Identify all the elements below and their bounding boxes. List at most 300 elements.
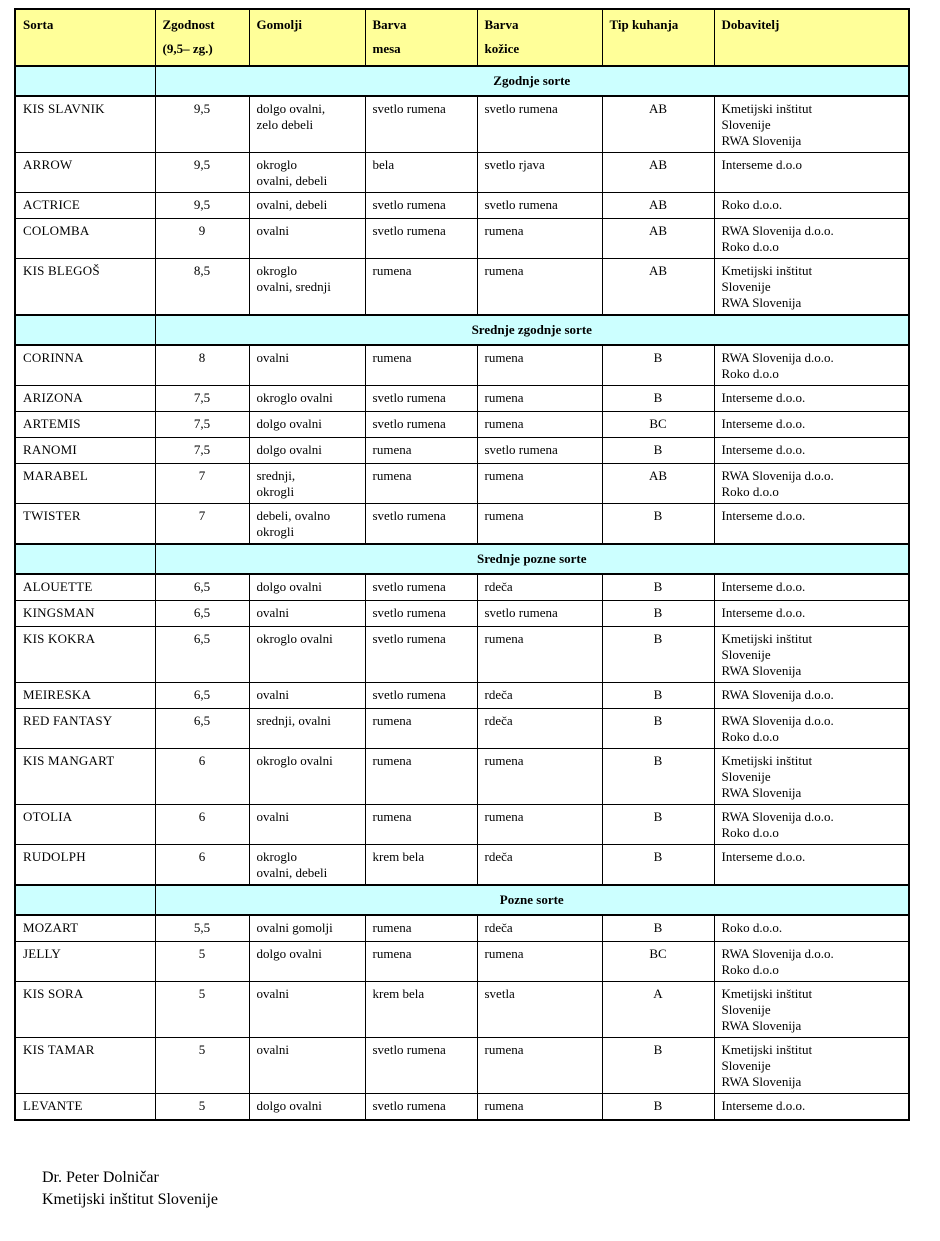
- dobavitelj-line: Interseme d.o.o.: [721, 1098, 806, 1113]
- cell-sorta: KIS SLAVNIK: [15, 96, 155, 153]
- section-title: Srednje pozne sorte: [476, 551, 587, 566]
- table-row: [15, 601, 909, 627]
- dobavitelj-line: RWA Slovenija: [721, 663, 802, 678]
- dobavitelj-line: Roko d.o.o: [721, 962, 779, 977]
- dobavitelj-line: Kmetijski inštitut: [721, 263, 813, 278]
- cell-dobavitelj: [714, 219, 909, 259]
- cell-zgodnost: 5: [155, 1094, 249, 1121]
- section-title: Pozne sorte: [499, 892, 564, 907]
- gomolji-line: ovalni: [256, 605, 289, 620]
- cell-gomolji: [249, 345, 365, 386]
- gomolji-line: ovalni: [256, 986, 289, 1001]
- dobavitelj-line: RWA Slovenija d.o.o.: [721, 687, 834, 702]
- cell-barva-mesa: svetlo rumena: [365, 96, 477, 153]
- cell-barva-kozice: rumena: [477, 627, 602, 683]
- column-header-line: Dobavitelj: [721, 17, 780, 32]
- gomolji-line: dolgo ovalni: [256, 579, 322, 594]
- dobavitelj-line: RWA Slovenija: [721, 295, 802, 310]
- section-row: [15, 66, 909, 96]
- dobavitelj-line: Roko d.o.o: [721, 366, 779, 381]
- column-header-line: Tip kuhanja: [609, 17, 679, 32]
- cell-dobavitelj: [714, 805, 909, 845]
- cell-barva-kozice: rumena: [477, 259, 602, 316]
- dobavitelj-line: Roko d.o.o.: [721, 920, 783, 935]
- cell-barva-mesa: svetlo rumena: [365, 601, 477, 627]
- cell-tip-kuhanja: B: [602, 1038, 714, 1094]
- table-row: [15, 345, 909, 386]
- cell-tip-kuhanja: AB: [602, 219, 714, 259]
- cell-gomolji: [249, 915, 365, 942]
- cell-zgodnost: 5: [155, 1038, 249, 1094]
- cell-sorta: COLOMBA: [15, 219, 155, 259]
- gomolji-line: ovalni, srednji: [256, 279, 331, 294]
- cell-tip-kuhanja: B: [602, 709, 714, 749]
- cell-gomolji: [249, 709, 365, 749]
- dobavitelj-line: RWA Slovenija d.o.o.: [721, 468, 834, 483]
- cell-zgodnost: 8: [155, 345, 249, 386]
- table-header-row: [15, 9, 909, 66]
- table-row: [15, 982, 909, 1038]
- dobavitelj-line: Slovenije: [721, 279, 771, 294]
- table-row: [15, 627, 909, 683]
- section-row: [15, 885, 909, 915]
- cell-zgodnost: 7,5: [155, 386, 249, 412]
- cell-tip-kuhanja: B: [602, 345, 714, 386]
- cell-dobavitelj: [714, 845, 909, 886]
- cell-barva-mesa: svetlo rumena: [365, 1038, 477, 1094]
- gomolji-line: ovalni: [256, 809, 289, 824]
- table-row: [15, 96, 909, 153]
- column-header-dobavitelj: [714, 9, 909, 66]
- cell-dobavitelj: [714, 709, 909, 749]
- cell-zgodnost: 6,5: [155, 574, 249, 601]
- gomolji-line: ovalni: [256, 223, 289, 238]
- cell-dobavitelj: [714, 1094, 909, 1121]
- dobavitelj-line: Slovenije: [721, 117, 771, 132]
- gomolji-line: ovalni, debeli: [256, 173, 328, 188]
- cell-barva-kozice: rumena: [477, 386, 602, 412]
- cell-dobavitelj: [714, 345, 909, 386]
- cell-barva-kozice: rumena: [477, 412, 602, 438]
- dobavitelj-line: Roko d.o.o: [721, 484, 779, 499]
- cell-barva-kozice: rumena: [477, 749, 602, 805]
- table-row: [15, 942, 909, 982]
- cell-sorta: RED FANTASY: [15, 709, 155, 749]
- table-row: [15, 386, 909, 412]
- cell-tip-kuhanja: B: [602, 805, 714, 845]
- dobavitelj-line: Kmetijski inštitut: [721, 101, 813, 116]
- table-row: [15, 219, 909, 259]
- cell-zgodnost: 7: [155, 464, 249, 504]
- cell-barva-kozice: rumena: [477, 942, 602, 982]
- cell-sorta: CORINNA: [15, 345, 155, 386]
- cell-barva-mesa: rumena: [365, 805, 477, 845]
- cell-tip-kuhanja: B: [602, 915, 714, 942]
- column-header-line: Barva: [372, 17, 407, 32]
- table-row: [15, 1094, 909, 1121]
- gomolji-line: okroglo ovalni: [256, 753, 333, 768]
- column-header-sorta: [15, 9, 155, 66]
- gomolji-line: okroglo ovalni: [256, 390, 333, 405]
- cell-gomolji: [249, 627, 365, 683]
- cell-gomolji: [249, 1038, 365, 1094]
- column-header-line: mesa: [372, 41, 401, 56]
- cell-barva-kozice: rumena: [477, 1038, 602, 1094]
- cell-barva-mesa: svetlo rumena: [365, 683, 477, 709]
- dobavitelj-line: Roko d.o.o: [721, 825, 779, 840]
- cell-barva-kozice: rumena: [477, 464, 602, 504]
- cell-gomolji: [249, 601, 365, 627]
- cell-gomolji: [249, 683, 365, 709]
- cell-dobavitelj: [714, 438, 909, 464]
- author-institute: Kmetijski inštitut Slovenije: [42, 1191, 218, 1208]
- cell-sorta: KINGSMAN: [15, 601, 155, 627]
- section-row: [15, 544, 909, 574]
- cell-barva-kozice: rumena: [477, 1094, 602, 1121]
- cell-tip-kuhanja: B: [602, 438, 714, 464]
- cell-tip-kuhanja: B: [602, 845, 714, 886]
- cell-gomolji: [249, 153, 365, 193]
- cell-zgodnost: 9,5: [155, 96, 249, 153]
- gomolji-line: ovalni: [256, 687, 289, 702]
- cell-gomolji: [249, 259, 365, 316]
- cell-dobavitelj: [714, 1038, 909, 1094]
- cell-barva-kozice: svetla: [477, 982, 602, 1038]
- cell-tip-kuhanja: B: [602, 386, 714, 412]
- section-title: Zgodnje sorte: [493, 73, 571, 88]
- dobavitelj-line: Kmetijski inštitut: [721, 753, 813, 768]
- column-header-line: kožice: [484, 41, 520, 56]
- dobavitelj-line: Roko d.o.o.: [721, 197, 783, 212]
- cell-zgodnost: 7,5: [155, 412, 249, 438]
- dobavitelj-line: RWA Slovenija d.o.o.: [721, 713, 834, 728]
- column-header-line: Zgodnost: [162, 17, 215, 32]
- cell-gomolji: [249, 1094, 365, 1121]
- cell-dobavitelj: [714, 982, 909, 1038]
- cell-sorta: JELLY: [15, 942, 155, 982]
- cell-sorta: KIS MANGART: [15, 749, 155, 805]
- dobavitelj-line: Interseme d.o.o.: [721, 416, 806, 431]
- dobavitelj-line: RWA Slovenija: [721, 1074, 802, 1089]
- table-row: [15, 749, 909, 805]
- cell-sorta: ARTEMIS: [15, 412, 155, 438]
- dobavitelj-line: RWA Slovenija d.o.o.: [721, 946, 834, 961]
- cell-barva-mesa: rumena: [365, 942, 477, 982]
- dobavitelj-line: Slovenije: [721, 769, 771, 784]
- cell-sorta: ALOUETTE: [15, 574, 155, 601]
- cell-dobavitelj: [714, 193, 909, 219]
- table-row: [15, 464, 909, 504]
- table-row: [15, 1038, 909, 1094]
- dobavitelj-line: Slovenije: [721, 1058, 771, 1073]
- cell-sorta: RANOMI: [15, 438, 155, 464]
- cell-sorta: KIS SORA: [15, 982, 155, 1038]
- cell-sorta: MARABEL: [15, 464, 155, 504]
- section-title-cell: [155, 544, 909, 574]
- cell-gomolji: [249, 504, 365, 545]
- table-row: [15, 845, 909, 886]
- table-row: [15, 412, 909, 438]
- cell-zgodnost: 7,5: [155, 438, 249, 464]
- column-header-barva_mesa: [365, 9, 477, 66]
- cell-tip-kuhanja: AB: [602, 193, 714, 219]
- gomolji-line: dolgo ovalni: [256, 1098, 322, 1113]
- table-row: [15, 915, 909, 942]
- cell-dobavitelj: [714, 464, 909, 504]
- cell-gomolji: [249, 845, 365, 886]
- dobavitelj-line: RWA Slovenija: [721, 1018, 802, 1033]
- cell-zgodnost: 9,5: [155, 153, 249, 193]
- gomolji-line: debeli, ovalno: [256, 508, 331, 523]
- cell-zgodnost: 5,5: [155, 915, 249, 942]
- section-title-cell: [155, 885, 909, 915]
- dobavitelj-line: Kmetijski inštitut: [721, 986, 813, 1001]
- cell-barva-kozice: svetlo rjava: [477, 153, 602, 193]
- cell-barva-mesa: rumena: [365, 915, 477, 942]
- dobavitelj-line: Roko d.o.o: [721, 239, 779, 254]
- cell-sorta: KIS BLEGOŠ: [15, 259, 155, 316]
- cell-sorta: MEIRESKA: [15, 683, 155, 709]
- cell-dobavitelj: [714, 683, 909, 709]
- cell-barva-kozice: svetlo rumena: [477, 601, 602, 627]
- dobavitelj-line: RWA Slovenija d.o.o.: [721, 809, 834, 824]
- cell-barva-kozice: rdeča: [477, 915, 602, 942]
- cell-barva-kozice: rumena: [477, 504, 602, 545]
- column-header-zgodnost: [155, 9, 249, 66]
- gomolji-line: okrogli: [256, 484, 295, 499]
- cell-gomolji: [249, 942, 365, 982]
- cell-sorta: ARROW: [15, 153, 155, 193]
- cell-zgodnost: 8,5: [155, 259, 249, 316]
- dobavitelj-line: RWA Slovenija d.o.o.: [721, 223, 834, 238]
- cell-barva-mesa: svetlo rumena: [365, 1094, 477, 1121]
- cell-barva-mesa: svetlo rumena: [365, 386, 477, 412]
- section-title-cell: [155, 315, 909, 345]
- dobavitelj-line: Interseme d.o.o.: [721, 849, 806, 864]
- gomolji-line: srednji,: [256, 468, 296, 483]
- cell-zgodnost: 5: [155, 982, 249, 1038]
- cell-barva-kozice: svetlo rumena: [477, 438, 602, 464]
- gomolji-line: ovalni, debeli: [256, 197, 328, 212]
- table-row: [15, 683, 909, 709]
- gomolji-line: okroglo ovalni: [256, 631, 333, 646]
- table-row: [15, 259, 909, 316]
- cell-dobavitelj: [714, 153, 909, 193]
- cell-zgodnost: 6,5: [155, 709, 249, 749]
- cell-dobavitelj: [714, 749, 909, 805]
- cell-barva-mesa: svetlo rumena: [365, 504, 477, 545]
- cell-barva-kozice: svetlo rumena: [477, 96, 602, 153]
- cell-tip-kuhanja: BC: [602, 942, 714, 982]
- dobavitelj-line: Interseme d.o.o: [721, 157, 803, 172]
- dobavitelj-line: Interseme d.o.o.: [721, 390, 806, 405]
- column-header-tip_kuhanja: [602, 9, 714, 66]
- cell-barva-mesa: rumena: [365, 438, 477, 464]
- cell-barva-kozice: rumena: [477, 805, 602, 845]
- table-row: [15, 805, 909, 845]
- cell-tip-kuhanja: B: [602, 683, 714, 709]
- gomolji-line: okroglo: [256, 263, 297, 278]
- gomolji-line: ovalni: [256, 1042, 289, 1057]
- cell-zgodnost: 6,5: [155, 601, 249, 627]
- cell-zgodnost: 6: [155, 845, 249, 886]
- dobavitelj-line: Slovenije: [721, 1002, 771, 1017]
- gomolji-line: dolgo ovalni: [256, 416, 322, 431]
- cell-tip-kuhanja: A: [602, 982, 714, 1038]
- cell-barva-mesa: svetlo rumena: [365, 193, 477, 219]
- cell-barva-kozice: rdeča: [477, 845, 602, 886]
- column-header-line: Barva: [484, 17, 519, 32]
- cell-dobavitelj: [714, 574, 909, 601]
- cell-gomolji: [249, 193, 365, 219]
- cell-zgodnost: 5: [155, 942, 249, 982]
- table-body: [15, 66, 909, 1120]
- cell-dobavitelj: [714, 915, 909, 942]
- gomolji-line: dolgo ovalni: [256, 946, 322, 961]
- cell-barva-kozice: rdeča: [477, 709, 602, 749]
- column-header-line: (9,5– zg.): [162, 41, 213, 56]
- dobavitelj-line: Interseme d.o.o.: [721, 605, 806, 620]
- gomolji-line: ovalni: [256, 350, 289, 365]
- cell-sorta: MOZART: [15, 915, 155, 942]
- dobavitelj-line: RWA Slovenija d.o.o.: [721, 350, 834, 365]
- cell-barva-mesa: rumena: [365, 345, 477, 386]
- cell-sorta: TWISTER: [15, 504, 155, 545]
- cell-tip-kuhanja: AB: [602, 259, 714, 316]
- cell-dobavitelj: [714, 601, 909, 627]
- cell-barva-kozice: rdeča: [477, 574, 602, 601]
- cell-zgodnost: 6: [155, 749, 249, 805]
- cell-gomolji: [249, 749, 365, 805]
- cell-gomolji: [249, 464, 365, 504]
- gomolji-line: dolgo ovalni: [256, 442, 322, 457]
- gomolji-line: ovalni, debeli: [256, 865, 328, 880]
- cell-barva-mesa: krem bela: [365, 982, 477, 1038]
- cell-tip-kuhanja: B: [602, 504, 714, 545]
- cell-sorta: ACTRICE: [15, 193, 155, 219]
- table-row: [15, 574, 909, 601]
- cell-gomolji: [249, 386, 365, 412]
- cell-gomolji: [249, 438, 365, 464]
- section-row-lead-cell: [15, 544, 155, 574]
- gomolji-line: zelo debeli: [256, 117, 314, 132]
- cell-gomolji: [249, 96, 365, 153]
- section-row-lead-cell: [15, 315, 155, 345]
- cell-tip-kuhanja: B: [602, 1094, 714, 1121]
- cell-dobavitelj: [714, 942, 909, 982]
- cell-tip-kuhanja: AB: [602, 96, 714, 153]
- cell-zgodnost: 6: [155, 805, 249, 845]
- cell-gomolji: [249, 574, 365, 601]
- column-header-barva_kozice: [477, 9, 602, 66]
- dobavitelj-line: Kmetijski inštitut: [721, 1042, 813, 1057]
- cell-tip-kuhanja: B: [602, 627, 714, 683]
- table-row: [15, 438, 909, 464]
- section-row: [15, 315, 909, 345]
- cell-barva-mesa: svetlo rumena: [365, 574, 477, 601]
- cell-sorta: KIS KOKRA: [15, 627, 155, 683]
- cell-barva-mesa: svetlo rumena: [365, 627, 477, 683]
- cell-barva-mesa: rumena: [365, 709, 477, 749]
- dobavitelj-line: Roko d.o.o: [721, 729, 779, 744]
- cell-gomolji: [249, 412, 365, 438]
- potato-varieties-table: [14, 8, 910, 1121]
- cell-tip-kuhanja: B: [602, 601, 714, 627]
- dobavitelj-line: RWA Slovenija: [721, 785, 802, 800]
- table-row: [15, 193, 909, 219]
- dobavitelj-line: RWA Slovenija: [721, 133, 802, 148]
- dobavitelj-line: Interseme d.o.o.: [721, 442, 806, 457]
- cell-barva-kozice: rumena: [477, 219, 602, 259]
- header-row: [15, 9, 909, 66]
- cell-barva-mesa: rumena: [365, 464, 477, 504]
- cell-barva-mesa: rumena: [365, 259, 477, 316]
- cell-tip-kuhanja: B: [602, 749, 714, 805]
- column-header-line: Sorta: [23, 17, 54, 32]
- author-name: Dr. Peter Dolničar: [42, 1169, 159, 1186]
- cell-sorta: OTOLIA: [15, 805, 155, 845]
- cell-barva-mesa: svetlo rumena: [365, 219, 477, 259]
- cell-barva-kozice: rdeča: [477, 683, 602, 709]
- cell-barva-mesa: bela: [365, 153, 477, 193]
- cell-zgodnost: 6,5: [155, 683, 249, 709]
- cell-barva-kozice: svetlo rumena: [477, 193, 602, 219]
- gomolji-line: okroglo: [256, 849, 297, 864]
- cell-tip-kuhanja: BC: [602, 412, 714, 438]
- cell-gomolji: [249, 982, 365, 1038]
- cell-barva-mesa: krem bela: [365, 845, 477, 886]
- table-row: [15, 504, 909, 545]
- dobavitelj-line: Interseme d.o.o.: [721, 508, 806, 523]
- cell-dobavitelj: [714, 386, 909, 412]
- dobavitelj-line: Kmetijski inštitut: [721, 631, 813, 646]
- gomolji-line: ovalni gomolji: [256, 920, 333, 935]
- gomolji-line: okroglo: [256, 157, 297, 172]
- column-header-gomolji: [249, 9, 365, 66]
- cell-dobavitelj: [714, 412, 909, 438]
- cell-zgodnost: 9: [155, 219, 249, 259]
- gomolji-line: dolgo ovalni,: [256, 101, 326, 116]
- cell-tip-kuhanja: AB: [602, 464, 714, 504]
- section-row-lead-cell: [15, 885, 155, 915]
- section-title-cell: [155, 66, 909, 96]
- dobavitelj-line: Slovenije: [721, 647, 771, 662]
- cell-tip-kuhanja: B: [602, 574, 714, 601]
- cell-zgodnost: 9,5: [155, 193, 249, 219]
- gomolji-line: okrogli: [256, 524, 295, 539]
- cell-barva-mesa: rumena: [365, 749, 477, 805]
- section-row-lead-cell: [15, 66, 155, 96]
- cell-sorta: KIS TAMAR: [15, 1038, 155, 1094]
- table-row: [15, 153, 909, 193]
- cell-sorta: RUDOLPH: [15, 845, 155, 886]
- cell-tip-kuhanja: AB: [602, 153, 714, 193]
- cell-sorta: ARIZONA: [15, 386, 155, 412]
- dobavitelj-line: Interseme d.o.o.: [721, 579, 806, 594]
- cell-barva-mesa: svetlo rumena: [365, 412, 477, 438]
- cell-gomolji: [249, 805, 365, 845]
- cell-zgodnost: 6,5: [155, 627, 249, 683]
- cell-dobavitelj: [714, 504, 909, 545]
- cell-dobavitelj: [714, 96, 909, 153]
- cell-dobavitelj: [714, 259, 909, 316]
- gomolji-line: srednji, ovalni: [256, 713, 331, 728]
- author-block: [42, 1167, 940, 1211]
- table-row: [15, 709, 909, 749]
- column-header-line: Gomolji: [256, 17, 302, 32]
- cell-barva-kozice: rumena: [477, 345, 602, 386]
- section-title: Srednje zgodnje sorte: [471, 322, 592, 337]
